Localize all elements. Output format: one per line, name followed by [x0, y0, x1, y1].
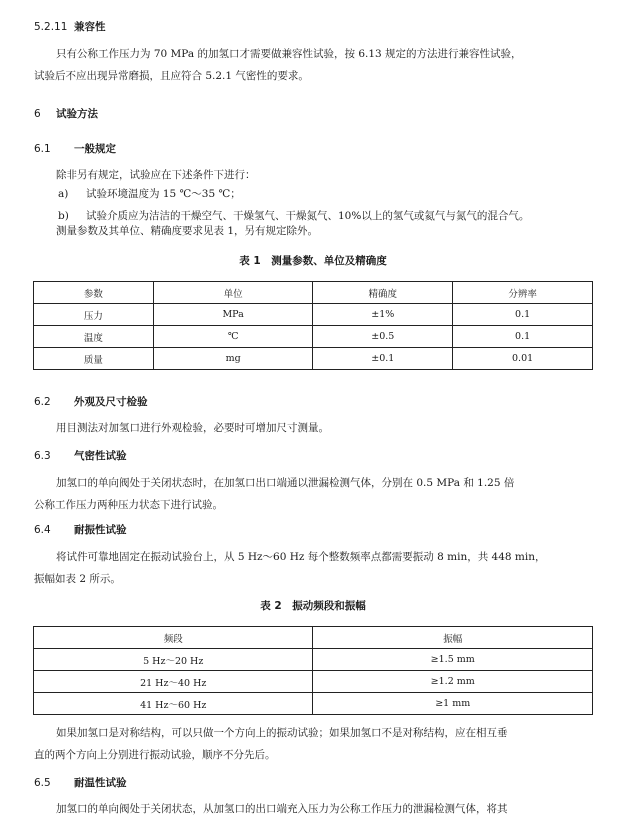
table-cell: 41 Hz～60 Hz — [34, 693, 313, 715]
section-title: 一般规定 — [74, 143, 116, 155]
table-cell: ≥1 mm — [313, 693, 593, 715]
table1 — [33, 281, 593, 370]
table-cell: mg — [153, 348, 313, 370]
table-row — [34, 649, 593, 671]
table-cell: 质量 — [34, 348, 154, 370]
table1-caption: 表 1 测量参数、单位及精确度 — [239, 255, 387, 267]
list-text: 试验环境温度为 15 ℃～35 ℃； — [86, 188, 241, 200]
paragraph-table-ref — [34, 220, 592, 242]
text-line: 测量参数及其单位、精确度要求见表 1，另有规定除外。 — [56, 225, 319, 237]
paragraph-symmetry — [34, 722, 592, 766]
heading-5-2-11 — [34, 19, 106, 34]
paragraph-airtightness — [34, 472, 592, 516]
section-title: 兼容性 — [74, 21, 106, 33]
table-cell: 0.01 — [453, 348, 593, 370]
section-number: 6.2 — [34, 396, 51, 408]
table-header-cell: 振幅 — [313, 627, 593, 649]
text-line: 公称工作压力两种压力状态下进行试验。 — [34, 499, 223, 511]
section-title: 外观及尺寸检验 — [74, 396, 148, 408]
table-cell: 0.1 — [453, 304, 593, 326]
text-line: 加氢口的单向阀处于关闭状态，从加氢口的出口端充入压力为公称工作压力的泄漏检测气体，将其 — [56, 803, 508, 815]
section-number: 5.2.11 — [34, 21, 68, 33]
text-line: 如果加氢口是对称结构，可以只做一个方向上的振动试验；如果加氢口不是对称结构，应在相互垂 — [56, 727, 508, 739]
list-marker: b) — [58, 210, 69, 222]
text-line: 试验后不应出现异常磨损，且应符合 5.2.1 气密性的要求。 — [34, 70, 309, 82]
table-row — [34, 671, 593, 693]
heading-6 — [34, 106, 98, 121]
table-cell: 压力 — [34, 304, 154, 326]
table-row — [34, 304, 593, 326]
table-header-row — [34, 627, 593, 649]
section-title: 耐振性试验 — [74, 524, 127, 536]
section-title: 试验方法 — [56, 108, 98, 120]
table-header-cell: 单位 — [153, 282, 313, 304]
table2-caption: 表 2 振动频段和振幅 — [260, 600, 366, 612]
heading-6-4 — [34, 522, 127, 537]
heading-6-3 — [34, 448, 127, 463]
table-cell: 0.1 — [453, 326, 593, 348]
table-row — [34, 326, 593, 348]
table-header-cell: 参数 — [34, 282, 154, 304]
text-line: 直的两个方向上分别进行振动试验，顺序不分先后。 — [34, 749, 276, 761]
paragraph-vibration — [34, 546, 592, 590]
text-line: 除非另有规定，试验应在下述条件下进行： — [56, 169, 256, 181]
table-header-cell: 精确度 — [313, 282, 453, 304]
table-cell: ≥1.5 mm — [313, 649, 593, 671]
table-cell: 温度 — [34, 326, 154, 348]
heading-6-5 — [34, 775, 127, 790]
text-line: 加氢口的单向阀处于关闭状态时，在加氢口出口端通以泄漏检测气体，分别在 0.5 MPa 和 1.25 倍 — [56, 477, 515, 489]
paragraph-compatibility — [34, 43, 592, 87]
table-cell: MPa — [153, 304, 313, 326]
table-cell: ±0.5 — [313, 326, 453, 348]
section-number: 6 — [34, 108, 41, 120]
paragraph-visual-check — [34, 417, 592, 439]
table-header-cell: 频段 — [34, 627, 313, 649]
table-cell: ±1% — [313, 304, 453, 326]
list-marker: a) — [58, 188, 69, 200]
table-cell: ℃ — [153, 326, 313, 348]
table-header-cell: 分辨率 — [453, 282, 593, 304]
section-title: 气密性试验 — [74, 450, 127, 462]
section-number: 6.1 — [34, 143, 51, 155]
section-number: 6.3 — [34, 450, 51, 462]
table-cell: ≥1.2 mm — [313, 671, 593, 693]
list-text: 试验介质应为洁洁的干燥空气、干燥氢气、干燥氮气、10%以上的氢气或氦气与氮气的混合气。 — [86, 210, 530, 222]
section-number: 6.4 — [34, 524, 51, 536]
table-header-row — [34, 282, 593, 304]
table-row — [34, 693, 593, 715]
text-line: 只有公称工作压力为 70 MPa 的加氢口才需要做兼容性试验，按 6.13 规定的方法进行兼容性试验， — [56, 48, 522, 60]
table-cell: ±0.1 — [313, 348, 453, 370]
text-line: 将试件可靠地固定在振动试验台上，从 5 Hz～60 Hz 每个整数频率点都需要振动 8 min，共 448 min， — [56, 551, 546, 563]
text-line: 振幅如表 2 所示。 — [34, 573, 121, 585]
table2 — [33, 626, 593, 715]
section-title: 耐温性试验 — [74, 777, 127, 789]
paragraph-general-intro — [34, 164, 592, 186]
text-line: 用目测法对加氢口进行外观检验，必要时可增加尺寸测量。 — [56, 422, 329, 434]
list-item-a — [58, 186, 241, 201]
section-number: 6.5 — [34, 777, 51, 789]
heading-6-1 — [34, 141, 116, 156]
heading-6-2 — [34, 394, 148, 409]
table-cell: 21 Hz～40 Hz — [34, 671, 313, 693]
table-row — [34, 348, 593, 370]
table-cell: 5 Hz～20 Hz — [34, 649, 313, 671]
